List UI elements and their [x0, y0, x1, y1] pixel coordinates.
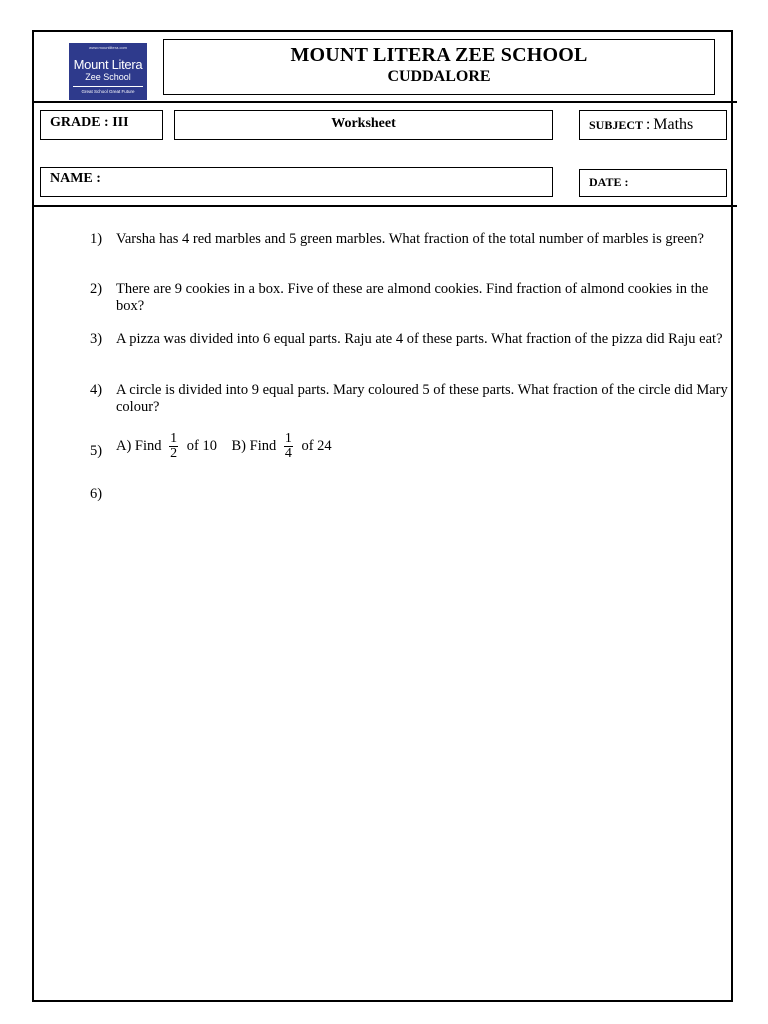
- worksheet-label: Worksheet: [331, 116, 396, 131]
- question-number: 3): [90, 331, 103, 347]
- question-number: 6): [90, 486, 103, 502]
- fraction-half: [169, 432, 178, 461]
- fraction-numerator: 1: [284, 431, 292, 446]
- logo-line2: Zee School: [85, 72, 131, 82]
- school-location: CUDDALORE: [387, 68, 491, 85]
- subject-label: SUBJECT: [589, 118, 643, 132]
- logo-url: www.mountlitera.com: [88, 45, 127, 50]
- part-a-suffix: of 10: [186, 437, 217, 454]
- part-b-prefix: B) Find: [231, 437, 277, 454]
- logo-line1: Mount Litera: [73, 57, 143, 72]
- question-number: 2): [90, 281, 103, 297]
- date-field[interactable]: [579, 169, 727, 197]
- name-field[interactable]: [40, 167, 553, 197]
- part-a-prefix: A) Find: [116, 437, 162, 454]
- question-text: A pizza was divided into 6 equal parts. Raju ate 4 of these parts. What fraction of the pizza did Raju eat?: [116, 331, 723, 347]
- grade-box: [40, 110, 163, 140]
- grade-label: GRADE :: [50, 115, 109, 130]
- fraction-quarter: [284, 432, 293, 461]
- question-number: 5): [90, 443, 103, 459]
- subject-box: [579, 110, 727, 140]
- fraction-numerator: 1: [170, 431, 178, 446]
- name-label: NAME :: [50, 171, 101, 186]
- question-text: [116, 432, 728, 461]
- part-b-suffix: of 24: [301, 437, 332, 454]
- question-text: A circle is divided into 9 equal parts. Mary coloured 5 of these parts. What fraction of the circle did Mary colour?: [116, 382, 728, 415]
- subject-value: Maths: [653, 116, 694, 133]
- question-text: There are 9 cookies in a box. Five of these are almond cookies. Find fraction of almond cookies in the box?: [116, 281, 709, 314]
- school-name: MOUNT LITERA ZEE SCHOOL: [290, 44, 588, 66]
- grade-value: III: [112, 115, 129, 130]
- header-divider: [32, 101, 737, 103]
- logo-tagline: Great School Great Future: [73, 86, 143, 94]
- fraction-denominator: 2: [170, 446, 178, 461]
- info-divider: [32, 205, 737, 207]
- title-box: [163, 39, 715, 95]
- question-number: 4): [90, 382, 103, 398]
- question-text: Varsha has 4 red marbles and 5 green marbles. What fraction of the total number of marbles is green?: [116, 231, 704, 247]
- subject-colon: :: [645, 116, 651, 133]
- question-number: 1): [90, 231, 103, 247]
- school-logo: [69, 43, 147, 100]
- worksheet-box: [174, 110, 553, 140]
- fraction-denominator: 4: [284, 446, 292, 461]
- date-label: DATE :: [589, 175, 629, 189]
